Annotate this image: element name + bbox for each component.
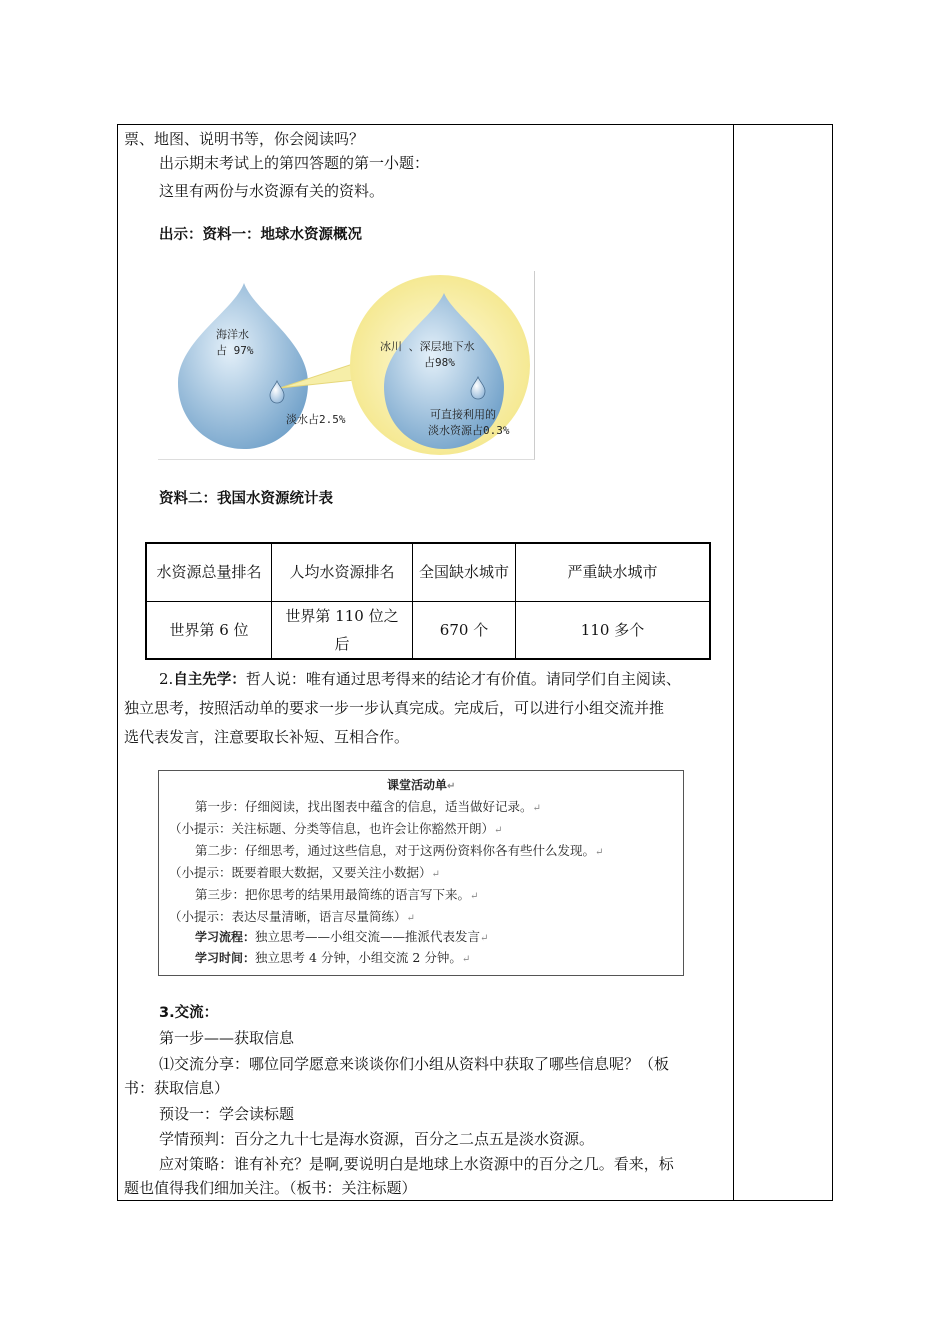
glacier-percent: 占98% <box>424 356 455 369</box>
usable-label: 可直接利用的 <box>430 408 496 421</box>
material-two-heading: 资料二：我国水资源统计表 <box>159 491 333 507</box>
ocean-label: 海洋水 <box>216 328 249 341</box>
activity-step: 第三步：把你思考的结果用最简练的语言写下来。↵ <box>195 887 479 902</box>
activity-title: 课堂活动单↵ <box>387 778 456 792</box>
usable-percent: 淡水资源占0.3% <box>428 424 510 437</box>
table-row <box>146 601 710 659</box>
text-line: ⑴交流分享：哪位同学愿意来谈谈你们小组从资料中获取了哪些信息呢？（板 <box>159 1055 670 1073</box>
section-number: 2. <box>159 670 174 688</box>
activity-step: 第二步：仔细思考，通过这些信息，对于这两份资料你各有些什么发现。↵ <box>195 843 604 858</box>
ocean-percent: 占 97% <box>216 344 254 357</box>
table-cell: 世界第 6 位 <box>146 601 272 659</box>
table-cell: 670 个 <box>413 601 516 659</box>
text-line: 应对策略：谁有补充？是啊,要说明白是地球上水资源中的百分之几。看来，标 <box>159 1155 674 1173</box>
text-line: 第一步——获取信息 <box>159 1029 295 1047</box>
text-line: 独立思考，按照活动单的要求一步一步认真完成。完成后，可以进行小组交流并推 <box>124 699 665 717</box>
section-two-line <box>159 668 681 691</box>
text-line: 学情预判：百分之九十七是海水资源，百分之二点五是淡水资源。 <box>159 1130 595 1148</box>
activity-hint: （小提示：表达尽量清晰，语言尽量简练）↵ <box>169 909 415 924</box>
activity-hint: （小提示：既要着眼大数据，又要关注小数据）↵ <box>169 865 440 880</box>
text-line: 这里有两份与水资源有关的资料。 <box>159 182 385 200</box>
activity-hint: （小提示：关注标题、分类等信息，也许会让你豁然开朗）↵ <box>169 821 503 836</box>
water-resources-figure <box>158 271 535 460</box>
material-one-heading: 出示：资料一：地球水资源概况 <box>159 227 362 243</box>
text-line: 题也值得我们细加关注。（板书：关注标题） <box>124 1179 417 1197</box>
section-text: 哲人说：唯有通过思考得来的结论才有价值。请同学们自主阅读、 <box>245 670 681 688</box>
text-line: 选代表发言，注意要取长补短、互相合作。 <box>124 728 410 746</box>
table-row <box>146 543 710 601</box>
table-header-cell: 水资源总量排名 <box>146 543 272 601</box>
activity-step: 第一步：仔细阅读，找出图表中蕴含的信息，适当做好记录。↵ <box>195 799 541 814</box>
table-header-cell: 全国缺水城市 <box>413 543 516 601</box>
column-divider <box>733 124 734 1201</box>
activity-process: 学习流程：独立思考——小组交流——推派代表发言↵ <box>195 929 489 944</box>
text-line: 票、地图、说明书等，你会阅读吗？ <box>124 130 365 148</box>
text-line: 预设一：学会读标题 <box>159 1105 295 1123</box>
text-line: 书：获取信息） <box>124 1079 230 1097</box>
water-statistics-table <box>145 542 711 660</box>
section-title: 自主先学： <box>173 672 246 688</box>
text-line: 出示期末考试上的第四答题的第一小题： <box>159 154 430 172</box>
table-cell: 世界第 110 位之后 <box>272 601 413 659</box>
activity-sheet <box>158 770 684 976</box>
table-header-cell: 人均水资源排名 <box>272 543 413 601</box>
freshwater-label: 淡水占2.5% <box>286 413 346 426</box>
section-three-heading: 3.交流： <box>159 1005 219 1021</box>
table-header-cell: 严重缺水城市 <box>516 543 711 601</box>
glacier-label: 冰川 、深层地下水 <box>380 340 475 353</box>
activity-time: 学习时间：独立思考 4 分钟，小组交流 2 分钟。↵ <box>195 950 471 965</box>
table-cell: 110 多个 <box>516 601 711 659</box>
